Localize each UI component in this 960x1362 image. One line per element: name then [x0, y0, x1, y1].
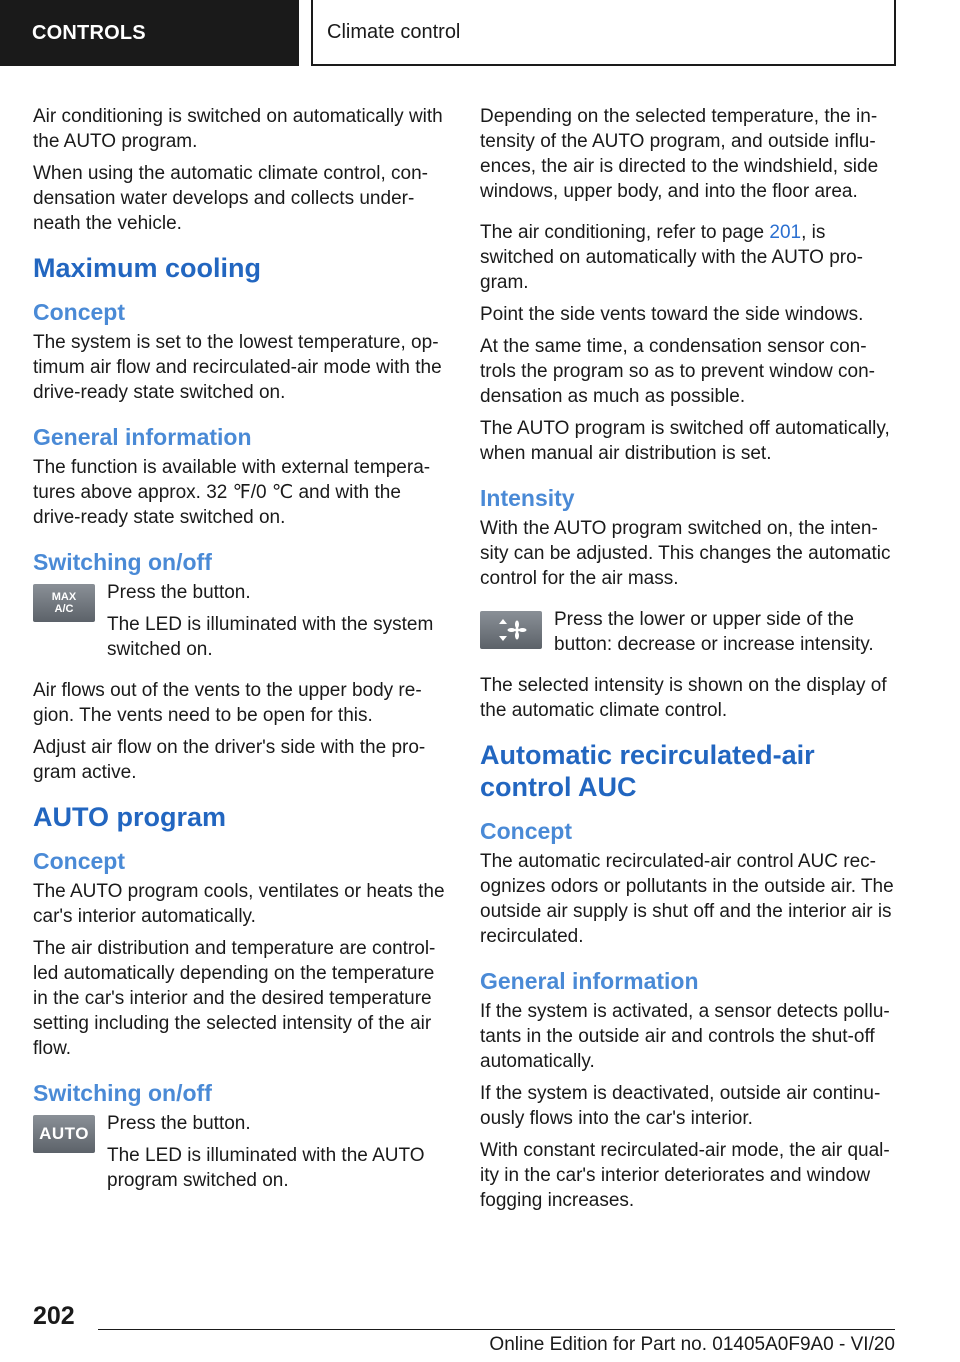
subheading-switching-on-off: Switching on/off	[33, 549, 212, 575]
heading-automatic-recirculated-air-control: Automatic recirculated-air control AUC	[480, 740, 815, 802]
paragraph: Press the lower or upper side of the button: decrease or increase intensity.	[554, 609, 874, 655]
subheading-concept: Concept	[33, 299, 125, 325]
paragraph: If the system is activated, a sensor detects pollutants in the outside air and controls the shut-off automatically.	[480, 1001, 890, 1072]
subheading-general-information: General information	[480, 968, 699, 994]
paragraph: When using the automatic climate control, condensation water develops and collects underneath the vehicle.	[33, 163, 428, 234]
auto-button-icon: AUTO	[33, 1115, 95, 1153]
paragraph: The AUTO program is switched off automatically, when manual air distribution is set.	[480, 418, 890, 464]
heading-maximum-cooling: Maximum cooling	[33, 253, 262, 283]
paragraph-led: The LED is illuminated with the system switched on.	[107, 614, 434, 660]
section-tab[interactable]: CONTROLS	[0, 0, 299, 66]
paragraph: Press the button.	[107, 582, 251, 603]
page-link[interactable]: 201	[769, 222, 802, 243]
footer-divider	[98, 1329, 895, 1330]
paragraph: The AUTO program cools, ventilates or heats the car's interior automatically.	[33, 881, 445, 927]
paragraph: Air flows out of the vents to the upper body region. The vents need to be open for this.	[33, 680, 422, 726]
paragraph: Depending on the selected temperature, the intensity of the AUTO program, and outside influences, the air is directed to the windshield, side windows, upper body, and into the floor area.	[480, 106, 879, 202]
paragraph: Adjust air flow on the driver's side with the program active.	[33, 737, 426, 783]
auto-instruction	[33, 1111, 448, 1193]
subheading-switching-on-off: Switching on/off	[33, 1080, 212, 1106]
paragraph: The function is available with external temperatures above approx. 32 ℉/0 ℃ and with the drive-ready state switched on.	[33, 457, 431, 528]
fan-intensity-button-icon	[480, 611, 542, 649]
intensity-instruction	[480, 607, 895, 657]
subheading-concept: Concept	[33, 848, 125, 874]
paragraph: With constant recirculated-air mode, the air quality in the car's interior deteriorates and window fogging increases.	[480, 1140, 890, 1211]
paragraph: With the AUTO program switched on, the intensity can be adjusted. This changes the automatic control for the air mass.	[480, 518, 891, 589]
page-number: 202	[33, 1302, 75, 1330]
edition-info: Online Edition for Part no. 01405A0F9A0 - VI/20	[489, 1334, 895, 1355]
max-ac-button-icon: MAX A/C	[33, 584, 95, 622]
subheading-intensity: Intensity	[480, 485, 575, 511]
paragraph: At the same time, a condensation sensor controls the program so as to prevent window condensation as much as possible.	[480, 336, 875, 407]
subheading-concept: Concept	[480, 818, 572, 844]
paragraph-led: The LED is illuminated with the AUTO program switched on.	[107, 1145, 425, 1191]
paragraph: Point the side vents toward the side windows.	[480, 304, 864, 325]
paragraph: If the system is deactivated, outside air continuously flows into the car's interior.	[480, 1083, 881, 1129]
paragraph: Air conditioning is switched on automatically with the AUTO program.	[33, 106, 443, 152]
subheading-general-information: General information	[33, 424, 252, 450]
heading-auto-program: AUTO program	[33, 802, 227, 832]
paragraph: The selected intensity is shown on the display of the automatic climate control.	[480, 675, 887, 721]
chapter-tab[interactable]: Climate control	[311, 0, 896, 66]
paragraph: Press the button.	[107, 1113, 251, 1134]
paragraph: The automatic recirculated-air control AUC recognizes odors or pollutants in the outside air. The outside air supply is shut off and the interior air is recirculated.	[480, 851, 894, 947]
page-header	[0, 0, 960, 66]
paragraph-page-reference: The air conditioning, refer to page 201, is switched on automatically with the AUTO program.	[480, 222, 863, 293]
max-ac-instruction	[33, 580, 448, 662]
paragraph: The air distribution and temperature are controlled automatically depending on the temperature in the car's interior and the desired temperature setting including the selected intensity of the air flow.	[33, 938, 436, 1059]
paragraph: The system is set to the lowest temperature, optimum air flow and recirculated-air mode with the drive-ready state switched on.	[33, 332, 442, 403]
right-column	[480, 104, 895, 1220]
left-column	[33, 104, 448, 1200]
